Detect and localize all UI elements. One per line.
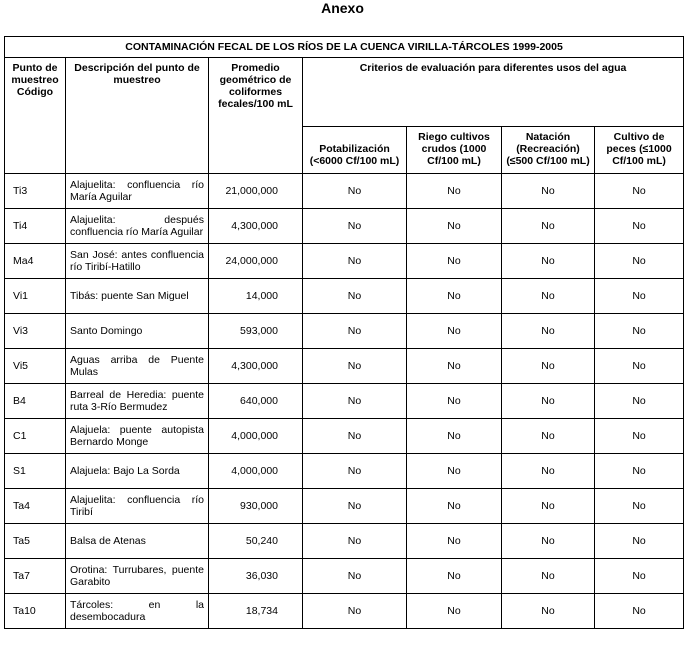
- header-criteria: Criterios de evaluación para diferentes usos del agua: [303, 58, 684, 127]
- header-code: Punto de muestreo Código: [5, 58, 66, 174]
- cell-description: Balsa de Atenas: [66, 524, 209, 559]
- cell-peces: No: [595, 454, 684, 489]
- cell-peces: No: [595, 209, 684, 244]
- cell-peces: No: [595, 594, 684, 629]
- cell-potabilizacion: No: [303, 454, 407, 489]
- cell-riego: No: [407, 489, 502, 524]
- cell-description: Aguas arriba de Puente Mulas: [66, 349, 209, 384]
- cell-riego: No: [407, 594, 502, 629]
- header-potabilizacion: Potabilización (<6000 Cf/100 mL): [303, 127, 407, 174]
- cell-potabilizacion: No: [303, 314, 407, 349]
- cell-natacion: No: [502, 244, 595, 279]
- header-natacion: Natación (Recreación) (≤500 Cf/100 mL): [502, 127, 595, 174]
- cell-peces: No: [595, 524, 684, 559]
- cell-riego: No: [407, 244, 502, 279]
- cell-riego: No: [407, 384, 502, 419]
- cell-code: Ta5: [5, 524, 66, 559]
- table-row: [5, 524, 684, 559]
- cell-peces: No: [595, 174, 684, 209]
- cell-description: Orotina: Turrubares, puente Garabito: [66, 559, 209, 594]
- cell-description: Barreal de Heredia: puente ruta 3-Río Bermudez: [66, 384, 209, 419]
- cell-peces: No: [595, 419, 684, 454]
- cell-code: B4: [5, 384, 66, 419]
- cell-potabilizacion: No: [303, 489, 407, 524]
- header-average: Promedio geométrico de coliformes fecales/100 mL: [209, 58, 303, 174]
- cell-code: Ti4: [5, 209, 66, 244]
- table-row: [5, 384, 684, 419]
- header-riego: Riego cultivos crudos (1000 Cf/100 mL): [407, 127, 502, 174]
- table-row: [5, 314, 684, 349]
- header-peces: Cultivo de peces (≤1000 Cf/100 mL): [595, 127, 684, 174]
- cell-natacion: No: [502, 419, 595, 454]
- contamination-table: [4, 36, 684, 629]
- cell-potabilizacion: No: [303, 174, 407, 209]
- cell-peces: No: [595, 349, 684, 384]
- cell-description: Tárcoles: en la desembocadura: [66, 594, 209, 629]
- cell-peces: No: [595, 279, 684, 314]
- cell-natacion: No: [502, 594, 595, 629]
- cell-riego: No: [407, 174, 502, 209]
- cell-natacion: No: [502, 524, 595, 559]
- cell-potabilizacion: No: [303, 244, 407, 279]
- cell-natacion: No: [502, 174, 595, 209]
- cell-average: 14,000: [209, 279, 303, 314]
- table-caption: CONTAMINACIÓN FECAL DE LOS RÍOS DE LA CUENCA VIRILLA-TÁRCOLES 1999-2005: [5, 37, 684, 58]
- table-row: [5, 419, 684, 454]
- cell-riego: No: [407, 454, 502, 489]
- cell-code: S1: [5, 454, 66, 489]
- cell-potabilizacion: No: [303, 384, 407, 419]
- cell-code: Ma4: [5, 244, 66, 279]
- page-title: Anexo: [321, 0, 364, 16]
- cell-natacion: No: [502, 384, 595, 419]
- table-row: [5, 454, 684, 489]
- cell-description: Alajuelita: confluencia río María Aguilar: [66, 174, 209, 209]
- cell-potabilizacion: No: [303, 279, 407, 314]
- cell-natacion: No: [502, 314, 595, 349]
- cell-natacion: No: [502, 489, 595, 524]
- cell-average: 36,030: [209, 559, 303, 594]
- cell-average: 50,240: [209, 524, 303, 559]
- cell-code: Ta4: [5, 489, 66, 524]
- cell-riego: No: [407, 314, 502, 349]
- table-row: [5, 559, 684, 594]
- cell-natacion: No: [502, 209, 595, 244]
- cell-potabilizacion: No: [303, 594, 407, 629]
- table-row: [5, 594, 684, 629]
- table-row: [5, 174, 684, 209]
- header-description: Descripción del punto de muestreo: [66, 58, 209, 174]
- cell-average: 21,000,000: [209, 174, 303, 209]
- cell-code: C1: [5, 419, 66, 454]
- table-row: [5, 489, 684, 524]
- cell-natacion: No: [502, 279, 595, 314]
- cell-description: Alajuelita: confluencia río Tiribí: [66, 489, 209, 524]
- cell-potabilizacion: No: [303, 559, 407, 594]
- cell-riego: No: [407, 559, 502, 594]
- cell-natacion: No: [502, 349, 595, 384]
- cell-average: 930,000: [209, 489, 303, 524]
- cell-description: Tibás: puente San Miguel: [66, 279, 209, 314]
- table-body: [5, 174, 684, 629]
- cell-riego: No: [407, 209, 502, 244]
- cell-code: Vi3: [5, 314, 66, 349]
- cell-description: Alajuela: Bajo La Sorda: [66, 454, 209, 489]
- table-row: [5, 279, 684, 314]
- cell-code: Ta10: [5, 594, 66, 629]
- cell-potabilizacion: No: [303, 524, 407, 559]
- cell-average: 24,000,000: [209, 244, 303, 279]
- table-row: [5, 349, 684, 384]
- cell-riego: No: [407, 349, 502, 384]
- cell-code: Vi5: [5, 349, 66, 384]
- cell-peces: No: [595, 559, 684, 594]
- cell-riego: No: [407, 279, 502, 314]
- cell-riego: No: [407, 419, 502, 454]
- cell-peces: No: [595, 314, 684, 349]
- cell-potabilizacion: No: [303, 419, 407, 454]
- cell-natacion: No: [502, 454, 595, 489]
- cell-potabilizacion: No: [303, 209, 407, 244]
- cell-code: Vi1: [5, 279, 66, 314]
- cell-description: Santo Domingo: [66, 314, 209, 349]
- cell-average: 18,734: [209, 594, 303, 629]
- cell-description: Alajuela: puente autopista Bernardo Monge: [66, 419, 209, 454]
- table-row: [5, 244, 684, 279]
- cell-average: 640,000: [209, 384, 303, 419]
- cell-average: 4,000,000: [209, 419, 303, 454]
- cell-potabilizacion: No: [303, 349, 407, 384]
- cell-average: 4,300,000: [209, 349, 303, 384]
- cell-average: 4,000,000: [209, 454, 303, 489]
- cell-peces: No: [595, 244, 684, 279]
- table-row: [5, 209, 684, 244]
- cell-code: Ta7: [5, 559, 66, 594]
- cell-average: 4,300,000: [209, 209, 303, 244]
- cell-average: 593,000: [209, 314, 303, 349]
- cell-description: Alajuelita: después confluencia río María Aguilar: [66, 209, 209, 244]
- cell-riego: No: [407, 524, 502, 559]
- cell-peces: No: [595, 384, 684, 419]
- cell-natacion: No: [502, 559, 595, 594]
- cell-peces: No: [595, 489, 684, 524]
- cell-code: Ti3: [5, 174, 66, 209]
- cell-description: San José: antes confluencia río Tiribí-Hatillo: [66, 244, 209, 279]
